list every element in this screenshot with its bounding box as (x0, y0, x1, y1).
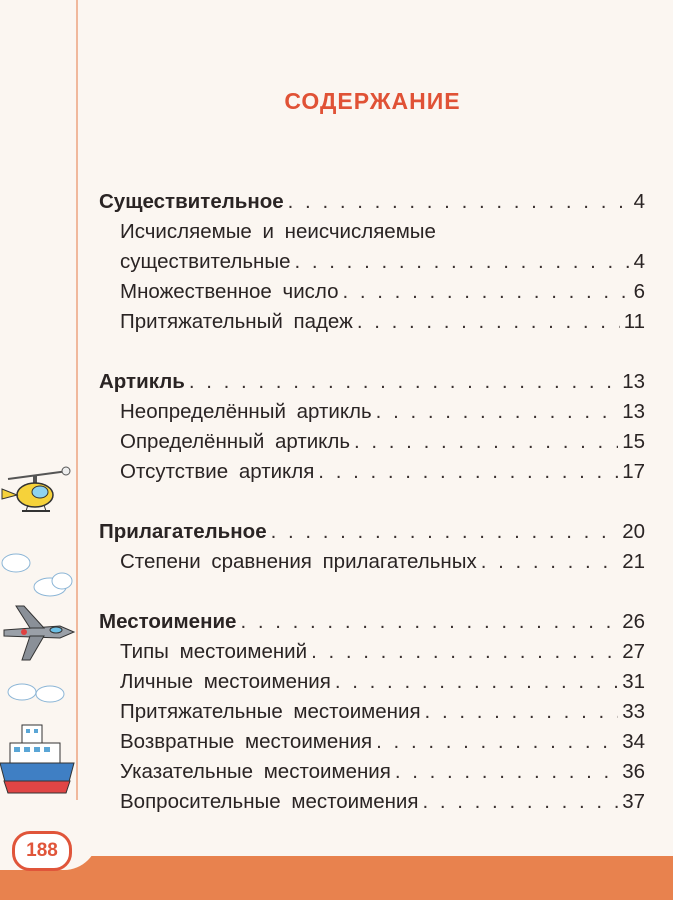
toc-entry[interactable] (99, 670, 645, 700)
page-title: СОДЕРЖАНИЕ (284, 88, 461, 114)
toc-page-number: 34 (622, 730, 645, 753)
fighter-jet-illustration (0, 600, 78, 670)
toc-entry-label: Определённый артикль (120, 430, 350, 453)
toc-entry[interactable] (99, 640, 645, 670)
table-of-contents (99, 190, 645, 820)
toc-entry[interactable] (99, 550, 645, 580)
toc-entry-label: Множественное число (120, 280, 339, 303)
toc-page-number: 26 (622, 610, 645, 633)
toc-entry[interactable] (99, 220, 645, 250)
dot-leader (357, 310, 620, 334)
dot-leader (189, 370, 618, 394)
toc-entry-label: Исчисляемые и неисчисляемые (120, 220, 436, 243)
toc-page-number: 17 (622, 460, 645, 483)
toc-entry-label: Степени сравнения прилагательных (120, 550, 477, 573)
toc-section-heading[interactable] (99, 610, 645, 640)
toc-entry[interactable] (99, 730, 645, 760)
toc-entry-label: Указательные местоимения (120, 760, 391, 783)
dot-leader (271, 520, 619, 544)
toc-entry[interactable] (99, 250, 645, 280)
dot-leader (354, 430, 618, 454)
toc-entry[interactable] (99, 460, 645, 490)
toc-section-title: Артикль (99, 370, 185, 393)
toc-page-number: 11 (623, 310, 645, 333)
toc-page-number: 4 (633, 250, 645, 273)
dot-leader (240, 610, 618, 634)
dot-leader (288, 190, 630, 214)
toc-page-number: 4 (633, 190, 645, 213)
dot-leader (335, 670, 618, 694)
dot-leader (318, 460, 618, 484)
toc-entry[interactable] (99, 310, 645, 340)
toc-entry-label: Возвратные местоимения (120, 730, 373, 753)
section-gap (99, 340, 645, 370)
dot-leader (376, 730, 618, 754)
toc-page-number: 36 (622, 760, 645, 783)
toc-page-number: 31 (622, 670, 645, 693)
toc-entry[interactable] (99, 790, 645, 820)
toc-entry[interactable] (99, 430, 645, 460)
toc-page-number: 37 (622, 790, 645, 813)
toc-page-number: 6 (633, 280, 645, 303)
toc-page-number: 13 (622, 370, 645, 393)
helicopter-illustration (0, 465, 78, 535)
toc-section-title: Местоимение (99, 610, 237, 633)
toc-entry[interactable] (99, 400, 645, 430)
dot-leader (481, 550, 618, 574)
toc-page-number: 15 (622, 430, 645, 453)
dot-leader (425, 700, 619, 724)
toc-entry-label: Неопределённый артикль (120, 400, 372, 423)
toc-page-number: 13 (622, 400, 645, 423)
page-number: 188 (12, 831, 72, 871)
toc-entry[interactable] (99, 700, 645, 730)
toc-section-title: Существительное (99, 190, 284, 213)
toc-entry-label: существительные (120, 250, 291, 273)
toc-entry-label: Типы местоимений (120, 640, 308, 663)
toc-page-number: 33 (622, 700, 645, 723)
toc-entry-label: Личные местоимения (120, 670, 331, 693)
section-gap (99, 490, 645, 520)
dot-leader (295, 250, 630, 274)
toc-page-number: 20 (622, 520, 645, 543)
dot-leader (343, 280, 630, 304)
section-gap (99, 580, 645, 610)
dot-leader (395, 760, 618, 784)
toc-entry[interactable] (99, 760, 645, 790)
cloud-illustration (0, 672, 78, 712)
dot-leader (422, 790, 618, 814)
toc-entry-label: Притяжательные местоимения (120, 700, 421, 723)
toc-entry-label: Притяжательный падеж (120, 310, 353, 333)
toc-page-number: 21 (622, 550, 645, 573)
toc-entry-label: Вопросительные местоимения (120, 790, 419, 813)
toc-section-heading[interactable] (99, 370, 645, 400)
toc-entry-label: Отсутствие артикля (120, 460, 315, 483)
ship-illustration (0, 715, 78, 805)
toc-section-heading[interactable] (99, 520, 645, 550)
cloud-illustration (0, 545, 78, 605)
dot-leader (376, 400, 619, 424)
toc-section-heading[interactable] (99, 190, 645, 220)
toc-entry[interactable] (99, 280, 645, 310)
footer-band (0, 856, 673, 900)
dot-leader (311, 640, 618, 664)
toc-section-title: Прилагательное (99, 520, 267, 543)
toc-page-number: 27 (622, 640, 645, 663)
